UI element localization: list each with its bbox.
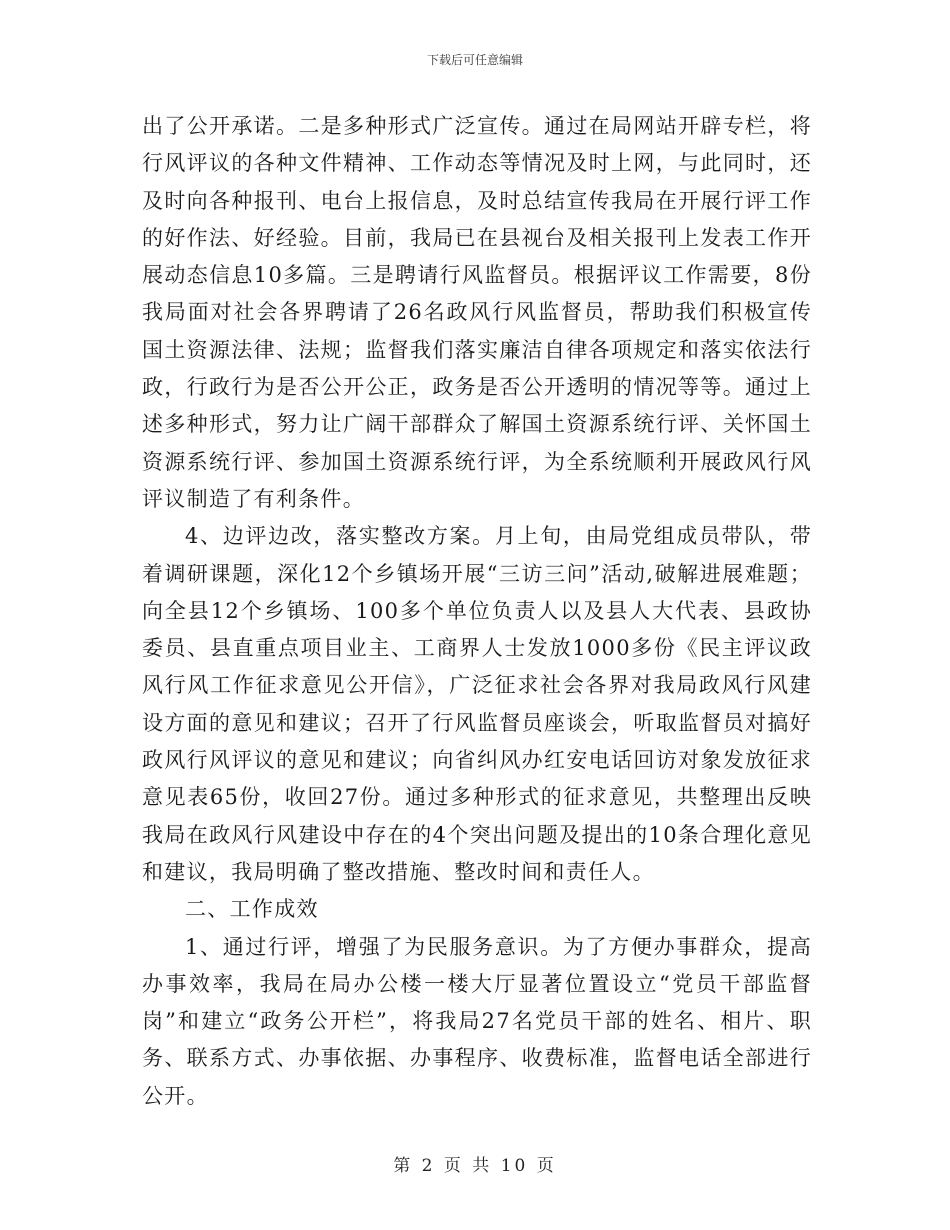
paragraph-service-awareness: 1、通过行评，增强了为民服务意识。为了方便办事群众，提高办事效率，我局在局办公楼一楼大厅显著位置设立“党员干部监督岗”和建立“政务公开栏”，将我局27名党员干部的姓名、相片、职务、联系方式、办事依据、办事程序、收费标准，监督电话全部进行公开。 (142, 934, 812, 1108)
page-footer: 第 2 页 共 10 页 (393, 1156, 557, 1176)
page-header: 下载后可任意编辑 (426, 53, 523, 67)
section-heading-work-results: 二、工作成效 (185, 897, 319, 922)
paragraph-rectification: 4、边评边改，落实整改方案。月上旬，由局党组成员带队，带着调研课题，深化12个乡镇场开展“三访三问”活动,破解进展难题；向全县12个乡镇场、100多个单位负责人以及县人大代表、县政协委员、县直重点项目业主、工商界人士发放1000多份《民主评议政风行风工作征求意见公开信》，广泛征求社会各界对我局政风行风建设方面的意见和建议；召开了行风监督员座谈会，听取监督员对搞好政风行风评议的意见和建议；向省纠风办红安电话回访对象发放征求意见表65份，收回27份。通过多种形式的征求意见，共整理出反映我局在政风行风建设中存在的4个突出问题及提出的10条合理化意见和建议，我局明确了整改措施、整改时间和责任人。 (142, 524, 812, 884)
document-body (142, 108, 812, 1115)
paragraph-continuation: 出了公开承诺。二是多种形式广泛宣传。通过在局网站开辟专栏，将行风评议的各种文件精神、工作动态等情况及时上网，与此同时，还及时向各种报刊、电台上报信息，及时总结宣传我局在开展行评工作的好作法、好经验。目前，我局已在县视台及相关报刊上发表工作开展动态信息10多篇。三是聘请行风监督员。根据评议工作需要，8份我局面对社会各界聘请了26名政风行风监督员，帮助我们积极宣传国土资源法律、法规；监督我们落实廉洁自律各项规定和落实依法行政，行政行为是否公开公正，政务是否公开透明的情况等等。通过上述多种形式，努力让广阔干部群众了解国土资源系统行评、关怀国土资源系统行评、参加国土资源系统行评，为全系统顺利开展政风行风评议制造了有利条件。 (142, 114, 812, 511)
